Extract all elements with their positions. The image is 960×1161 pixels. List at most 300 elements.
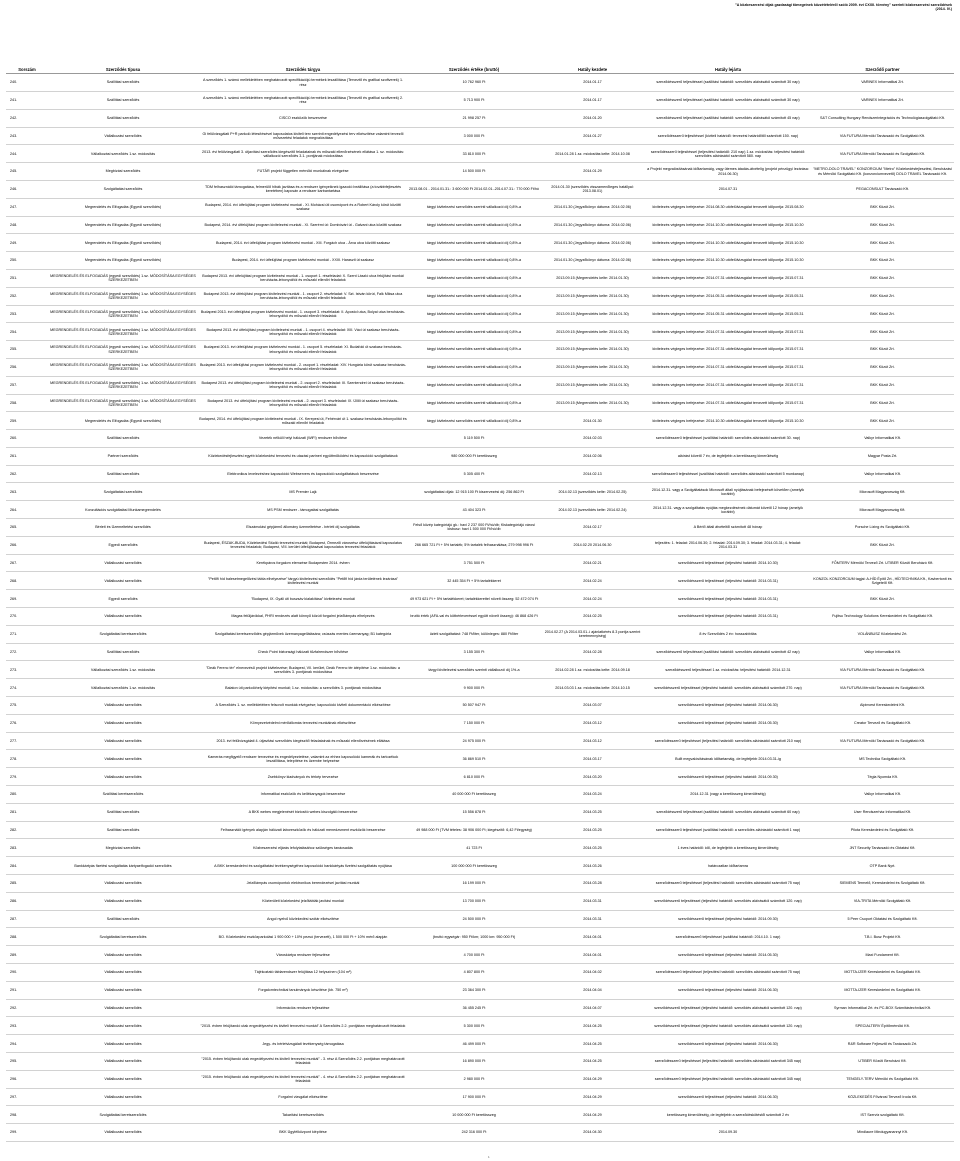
hataly-lejarta-cell: Bullt megvalósításának időtartamáig, de legfeljebb 2014.03.31-ig (645, 750, 811, 768)
sorszam-cell: 266. (6, 536, 48, 554)
table-row (6, 287, 954, 305)
hataly-lejarta-cell: teljesítés: 1. feladat: 2014.06.30; 2. feladat: 2014.09.30; 3. feladat: 2014.03.31; 4. feladat: 2014.03.31 (645, 536, 811, 554)
ertek-cell: 36 455 245 Ft (408, 999, 540, 1017)
hataly-lejarta-cell: szerződésszerű teljesítéssel (kiviteli határidő: tervezési határidőtől számított 150. nap) (645, 127, 811, 145)
hataly-lejarta-cell: keretösszeg kimerüléséig, de legfeljebb a szerződéskötéstől számított 2 év (645, 1106, 811, 1124)
hataly-kezdete-cell: 2014.01.17 (540, 74, 645, 92)
partner-cell: VIA FUTURA Mérnöki Tanácsadó és Szolgáltató Kft. (811, 661, 954, 679)
partner-cell: KÖZLEKEDÉS Fővárosi Tervező Iroda Kft. (811, 1088, 954, 1106)
targy-cell: Budapest, 2014. évi útfelújítási program kivitelezési munkái - XIII. Forgách utca - Árva utca közötti szakasz (198, 234, 408, 252)
partner-cell: BKK Közút Zrt. (811, 234, 954, 252)
hataly-kezdete-cell: 2014.02.24 (540, 572, 645, 590)
table-row (6, 109, 954, 127)
hataly-lejarta-cell: kivitelezés végleges befejezése: 2014.10.30 utófelülvizsgálat tervezett időpontja: 2015.10.30 (645, 412, 811, 430)
table-row (6, 875, 954, 893)
partner-cell: Valkyr Informatikai Kft. (811, 465, 954, 483)
partner-cell: TENGELY-TERV Mérnöki és Szolgáltató Kft. (811, 1070, 954, 1088)
sorszam-cell: 275. (6, 697, 48, 715)
sorszam-cell: 285. (6, 875, 48, 893)
tipus-cell: Bankkártyás fizetési szolgáltatás kártyaelfogadói szerződés (48, 857, 198, 875)
partner-cell: BKK Közút Zrt. (811, 287, 954, 305)
tipus-cell: Vállalkozási szerződés (48, 1052, 198, 1070)
ertek-cell: tárgyi kivitelezési szerződés szerinti vállalkozói díj 0,8%-a (408, 358, 540, 376)
sorszam-cell: 299. (6, 1124, 48, 1142)
hataly-kezdete-cell: 2014.02.28 1.sz. módosítás kelte: 2014.09.18 (540, 661, 645, 679)
ertek-cell: tárgyi kivitelezési szerződés szerinti vállalkozói díj 0,8%-a (408, 305, 540, 323)
sorszam-cell: 287. (6, 910, 48, 928)
hataly-kezdete-cell: 2013.09.15 (Megrendelés kelte: 2014.01.30) (540, 269, 645, 287)
ertek-cell: 242 316 000 Ft (408, 1124, 540, 1142)
tipus-cell: Vállalkozási szerződés (48, 1070, 198, 1088)
partner-cell: Creator Tervező és Szolgáltató Kft. (811, 714, 954, 732)
document-header (735, 3, 952, 12)
targy-cell: "2015. évben felújítandó utak engedélyezési és kiviteli tervezési munkái" A Szerződés 2.2. pontjában meghatározott feladatok (198, 1017, 408, 1035)
partner-cell: Tégla Nyomda Kft. (811, 768, 954, 786)
tipus-cell: MEGRENDELÉS ÉS ELFOGADÁS (egyedi szerződés) 1.sz. MÓDOSÍTÁSA EGYSÉGES SZERKEZETBEN (48, 376, 198, 394)
partner-cell: SIEMENS Termelő, Kereskedelmi és Szolgáltató Kft. (811, 875, 954, 893)
column-header-partner: Szerződő partner (811, 68, 954, 74)
ertek-cell: 2013.08.01 - 2014.01.31.: 3 600 000 Ft 2014.02.01.-2014.07.31.: 770 000 Ft/hó (408, 180, 540, 198)
tipus-cell: Szolgáltatási keretszerződés (48, 625, 198, 643)
ertek-cell: 24 975 000 Ft (408, 732, 540, 750)
tipus-cell: Vállalkozási szerződés 1.sz. módosítás (48, 661, 198, 679)
table-row (6, 234, 954, 252)
targy-cell: MS Premier Lajk (198, 483, 408, 501)
sorszam-cell: 281. (6, 803, 48, 821)
table-row (6, 910, 954, 928)
targy-cell: 2013. évi felülvizsgálati 3. útjavítási szerződés kiegészítő feladatainak és műszaki ellenőrzésének ellátása 1. sz. módosítás: vállalkozói szerződés 3.1. pontjának módosítása (198, 145, 408, 163)
ertek-cell: 16 199 000 Ft (408, 875, 540, 893)
table-row (6, 145, 954, 163)
column-header-hataly-kezdete: Hatály kezdete (540, 68, 645, 74)
sorszam-cell: 282. (6, 821, 48, 839)
partner-cell: S&T Consulting Hungary Rendszerintegrációs és Technológiaszolgáltató Kft. (811, 109, 954, 127)
hataly-kezdete-cell: 2014.03.17 (540, 750, 645, 768)
tipus-cell: Szolgáltatási keretszerződés (48, 928, 198, 946)
sorszam-cell: 255. (6, 341, 48, 359)
sorszam-cell: 280. (6, 786, 48, 804)
hataly-kezdete-cell: 2014.04.29 (540, 1106, 645, 1124)
targy-cell: Budapest 2013. évi útfelújítási program kivitelezési munkái - 2. csoport 3. részfeladat: IX. Üllői út szakasz beruházás-lebonyolítói és műszaki ellenőri feladatok (198, 394, 408, 412)
table-row (6, 768, 954, 786)
table-row (6, 394, 954, 412)
hataly-lejarta-cell: szerződésszerű teljesítéssel (szállítási határidő: 2014.10. 1 nap) (645, 928, 811, 946)
hataly-lejarta-cell: szerződésszerű teljesítéssel (szállítási határidő: szerződés aláírásától számított 30. nap) (645, 430, 811, 448)
tipus-cell: MEGRENDELÉS ÉS ELFOGADÁS (egyedi szerződés) 1.sz. MÓDOSÍTÁSA EGYSÉGES SZERKEZETBEN (48, 394, 198, 412)
table-row (6, 714, 954, 732)
hataly-lejarta-cell: szerződésszerű teljesítéssel (teljesítési határidő: 2014.06.30) (645, 981, 811, 999)
hataly-kezdete-cell: 2014.04.29 (540, 1070, 645, 1088)
hataly-kezdete-cell: 2013.09.15 (Megrendelés kelte: 2014.01.30) (540, 394, 645, 412)
targy-cell: Magas felüljárókkal, PHRI rendezés alatt könnyű közúti forgalmi jelzőlámpás elhelyezés (198, 608, 408, 626)
hataly-kezdete-cell: 2014.03.12 (540, 732, 645, 750)
targy-cell: Balaton úti parkolóhely kiépítési munkái; 1.sz. módosítás: a szerződés 3. pontjának módosítása (198, 679, 408, 697)
hataly-kezdete-cell: 2014.01.27 (540, 127, 645, 145)
partner-cell: VIA FUTURA Mérnöki Tanácsadó és Szolgáltató Kft. (811, 127, 954, 145)
table-row (6, 1035, 954, 1053)
hataly-lejarta-cell: 2014.12.31. vagy a szolgáltatás nyújtás megkezdésének dátumát követő 12 hónap (amelyik korábbi) (645, 501, 811, 519)
targy-cell: Forgalmi vizsgálat elkészítése (198, 1088, 408, 1106)
partner-cell: T.B.I. Busz Projekt Kft. (811, 928, 954, 946)
ertek-cell: tárgyi kivitelezési szerződés szerinti vállalkozói díj 1%-a (408, 661, 540, 679)
hataly-lejarta-cell: kivitelezés végleges befejezése: 2014.07.31 utófelülvizsgálat tervezett időpontja: 2015.07.31 (645, 358, 811, 376)
targy-cell: Zsebkönyv kiadványok és térkép tervezése (198, 768, 408, 786)
hataly-kezdete-cell: 2014.01.20 (540, 109, 645, 127)
tipus-cell: Megbízási szerződés (48, 839, 198, 857)
hataly-kezdete-cell: 2014.01.30 (Jegyzőkönyv dátuma: 2014.02.06) (540, 198, 645, 216)
sorszam-cell: 264. (6, 501, 48, 519)
hataly-lejarta-cell: szerződésszerű teljesítéssel (teljesítési határidő: szerződés aláírásától számított 120. nap) (645, 999, 811, 1017)
hataly-kezdete-cell: 2014.03.26 (540, 857, 645, 875)
table-row (6, 679, 954, 697)
tipus-cell: Vállalkozási szerződés 1.sz. módosítás (48, 145, 198, 163)
hataly-kezdete-cell: 2013.09.15 (Megrendelés kelte: 2014.01.30) (540, 305, 645, 323)
table-row (6, 732, 954, 750)
tipus-cell: Megrendelés és Elfogadás (Egyedi szerződés) (48, 252, 198, 270)
table-row (6, 964, 954, 982)
ertek-cell: 10 000 000 Ft keretösszeg (408, 1106, 540, 1124)
hataly-kezdete-cell: 2014.01.28 1.sz. módosítás kelte: 2014.10.08 (540, 145, 645, 163)
targy-cell: MS PSM rendszer - támogatási szolgáltatás (198, 501, 408, 519)
targy-cell: Forgalomtechnikai tanulmányok készítése (kb. 750 m²) (198, 981, 408, 999)
hataly-kezdete-cell: 2014.02.27 (A 2014.03.01.-i ajánlatkérés 8.3 pontja szerint keretmennyiség) (540, 625, 645, 643)
hataly-lejarta-cell: A Bérlő általi átvételtől számított 48 hónap (645, 519, 811, 537)
table-row (6, 839, 954, 857)
targy-cell: "Budapest, IX. Gyáli úti buszsáv kialakítása" kivitelezési munkái (198, 590, 408, 608)
tipus-cell: Vállalkozási szerződés (48, 1088, 198, 1106)
hataly-kezdete-cell: 2014.01.30 (Jegyzőkönyv dátuma: 2014.02.06) (540, 216, 645, 234)
table-row (6, 1088, 954, 1106)
hataly-lejarta-cell: szerződésszerű teljesítéssel (szállítási határidő: szerződés aláírásától számított 60 nap) (645, 803, 811, 821)
targy-cell: Budapest 2013. évi útfelújítási program kivitelezési munkái - 1. csoport 1. részfeladat: X. Szent László utca felújítási munkái beruházás-lebonyolítói és műszaki ellenőri feladatok (198, 269, 408, 287)
partner-cell: "METRO-DOLO TRAVEL" KONZORCIUM "Metro" Közlekedésfejlesztési, Beruházási és Mérnöki Szolgáltató Kft. (konzorciumvezető) DOLO TRAVEL Tanácsadó Kft. (811, 163, 954, 181)
table-row (6, 412, 954, 430)
tipus-cell: Szállítási szerződés (48, 803, 198, 821)
targy-cell: Szolgáltatási keretszerződés gépjárművek üzemanyagellátására; csúszás mentes üzemanyag; B1 kategória (198, 625, 408, 643)
targy-cell: A Szerződés 1. sz. mellékletében felsorolt munkák elvégzése; kapcsolódó kiviteli dokumentáció elkészítése (198, 697, 408, 715)
table-row (6, 341, 954, 359)
targy-cell: "2015. évben felújítandó utak engedélyezési és kiviteli tervezési munkái" - 4. rész A Szerződés 2.2. pontjában meghatározott feladatok (198, 1070, 408, 1088)
sorszam-cell: 254. (6, 323, 48, 341)
targy-cell: Környezetvédelmi mérőállomás tervezési munkáinak elkészítése (198, 714, 408, 732)
hataly-lejarta-cell: szerződésszerű teljesítéssel (teljesítési határidő: szerződés aláírásától számított 345 nap) (645, 1052, 811, 1070)
hataly-kezdete-cell: 2014.03.28 (540, 875, 645, 893)
table-row (6, 447, 954, 465)
hataly-kezdete-cell: 2014.04.25 (540, 1035, 645, 1053)
sorszam-cell: 271. (6, 625, 48, 643)
tipus-cell: MEGRENDELÉS ÉS ELFOGADÁS (egyedi szerződés) 1.sz. MÓDOSÍTÁSA EGYSÉGES SZERKEZETBEN (48, 323, 198, 341)
sorszam-cell: 295. (6, 1052, 48, 1070)
hataly-kezdete-cell: 2014.01.29 (540, 163, 645, 181)
sorszam-cell: 250. (6, 252, 48, 270)
hataly-lejarta-cell: szerződésszerű teljesítéssel (szállítási határidő: szerződés aláírásától számított 30 nap) (645, 74, 811, 92)
ertek-cell: 15 556 878 Ft (408, 803, 540, 821)
tipus-cell: Megbízási szerződés (48, 163, 198, 181)
table-row (6, 358, 954, 376)
targy-cell: Kamerás megfigyelő rendszer tervezése és engedélyeztetése, valamint az ehhez kapcsolódó kamerák és tartozékok leszállítása, telepítése és üzembe helyezése (198, 750, 408, 768)
table-row (6, 91, 954, 109)
hataly-lejarta-cell: a Projekt megvalósításának időtartamáig, vagy ütemes átadás-átvételig (projekt pénzügyi lezárása: 2014.06.30) (645, 163, 811, 181)
partner-cell: BKK Közút Zrt. (811, 536, 954, 554)
partner-cell: User Rendszerház Informatikai Kft. (811, 803, 954, 821)
hataly-kezdete-cell: 2014.04.01 (540, 946, 645, 964)
partner-cell: VARINEX Informatikai Zrt. (811, 91, 954, 109)
table-row (6, 697, 954, 715)
targy-cell: Budapest 2013. évi útfelújítási program kivitelezési munkái - 1. csoport 3. részfeladat: II. Apostol utca, Bolyai utca beruházás-lebonyolítói és műszaki ellenőri feladatok (198, 305, 408, 323)
sorszam-cell: 258. (6, 394, 48, 412)
hataly-lejarta-cell: szerződésszerű teljesítéssel (teljesítési határidő: 2014.05.30) (645, 714, 811, 732)
hataly-kezdete-cell: 2014.03.07 (540, 697, 645, 715)
tipus-cell: Szállítási szerződés (48, 430, 198, 448)
table-row (6, 1106, 954, 1124)
hataly-lejarta-cell: kivitelezés végleges befejezése: 2014.07.31 utófelülvizsgálat tervezett időpontja: 2015.07.31 (645, 341, 811, 359)
targy-cell: Angol nyelvű közlekedési szótár elkészítése (198, 910, 408, 928)
partner-cell: MOTTA-IZER Kereskedelmi és Szolgáltató Kft. (811, 981, 954, 999)
partner-cell: Pilota Kereskedelmi és Szolgáltató Kft. (811, 821, 954, 839)
targy-cell: Jelzőlámpás csomópontok elektronikus berendezései javítási munkái (198, 875, 408, 893)
partner-cell: BKK Közút Zrt. (811, 198, 954, 216)
hataly-kezdete-cell: 2014.02.21 (540, 554, 645, 572)
sorszam-cell: 265. (6, 519, 48, 537)
partner-cell: Magyar Posta Zrt. (811, 447, 954, 465)
hataly-lejarta-cell: szerződésszerű teljesítéssel (teljesítési határidő: szerződés aláírásától számított 120. nap) (645, 1017, 811, 1035)
ertek-cell: 32 445 354 Ft + 5% tartalékkeret (408, 572, 540, 590)
ertek-cell: 4 807 800 Ft (408, 964, 540, 982)
ertek-cell: 49 988 000 Ft (TVM tételes: 38 906 000 Ft; kiegészítő: 6,42 Ft/egység) (408, 821, 540, 839)
partner-cell: BKK Közút Zrt. (811, 341, 954, 359)
column-header-ertek: Szerződés értéke (bruttó) (408, 68, 540, 74)
ertek-cell: tárgyi kivitelezési szerződés szerinti vállalkozói díj 0,8%-a (408, 376, 540, 394)
table-row (6, 465, 954, 483)
partner-cell: Microsoft Magyarország Kft. (811, 501, 954, 519)
targy-cell: Check Point biztonsági hálózati tűzfalrendszer bővítése (198, 643, 408, 661)
partner-cell: 5 Peer Csoport Oktatási és Szolgáltató Kft. (811, 910, 954, 928)
ertek-cell: 3 000 000 Ft (408, 127, 540, 145)
tipus-cell: Vállalkozási szerződés (48, 714, 198, 732)
targy-cell: Vezeték nélküli helyi hálózati (WiFi) rendszer bővítése (198, 430, 408, 448)
targy-cell: TDM felhasználói támogatása, felmerülő hibák javítása és a rendszer igényeiknek igazodó beállítása (a továbbfejlesztés keretében) kapcsán a rendszer karbantartása (198, 180, 408, 198)
hataly-lejarta-cell: szerződésszerű teljesítéssel (teljesítési határidő: 2014.09.30) (645, 910, 811, 928)
tipus-cell: MEGRENDELÉS ÉS ELFOGADÁS (egyedi szerződés) 1.sz. MÓDOSÍTÁSA EGYSÉGES SZERKEZETBEN (48, 305, 198, 323)
ertek-cell: 50 507 947 Ft (408, 697, 540, 715)
targy-cell: Gi felülvizsgálati P+R parkoló létesítésével kapcsolatos kiviteli terv szerinti engedélyezési terv elkészítése valamint tervezői művezetési feladatok megvalósítása (198, 127, 408, 145)
hataly-lejarta-cell: szerződésszerű teljesítéssel (szállítási határidő: szerződés aláírásától számított 5 munkanap) (645, 465, 811, 483)
sorszam-cell: 247. (6, 198, 48, 216)
ertek-cell: Felső közép kategóriájú gk.: havi 2 237 000 Ft/hó/db; Kiskategóriájú városi kisbusz: havi 1 500 000 Ft/hó/db (408, 519, 540, 537)
column-header-tipus: Szerződés típusa (48, 68, 198, 74)
hataly-kezdete-cell: 2014.02.06 (540, 447, 645, 465)
table-row (6, 608, 954, 626)
hataly-lejarta-cell: 8 év Szerződés 2 év: hosszabbítás (645, 625, 811, 643)
targy-cell: "Deák Ferenc tér" elnevezésű projekt kivitelezése; Budapest, VII. kerület, Deák Ferenc tér átépítése 1.sz. módosítás: a szerződés 3. pontjának módosítása (198, 661, 408, 679)
partner-cell: Mindlaure Mindugyanannyi Kft. (811, 1124, 954, 1142)
targy-cell: Budapest 2013. évi útfelújítási program kivitelezési munkái - 1. csoport 4. részfeladat: XIII. Váci út szakasz beruházás-lebonyolítói és műszaki ellenőri feladatok (198, 323, 408, 341)
table-row (6, 501, 954, 519)
tipus-cell: Vállalkozási szerződés (48, 1124, 198, 1142)
hataly-kezdete-cell: 2014.03.31 (540, 892, 645, 910)
tipus-cell: Vállalkozási szerződés (48, 981, 198, 999)
ertek-cell: 41 723 Ft (408, 839, 540, 857)
sorszam-cell: 251. (6, 269, 48, 287)
targy-cell: A BKK kereskedelmi és szolgáltatási tevékenységéhez kapcsolódó bankkártyás fizetési szolgáltatás nyújtása (198, 857, 408, 875)
hataly-kezdete-cell: 2013.09.15 (Megrendelés kelte: 2014.01.30) (540, 287, 645, 305)
table-row (6, 323, 954, 341)
tipus-cell: Megrendelés és Elfogadás (Egyedi szerződés) (48, 216, 198, 234)
sorszam-cell: 242. (6, 109, 48, 127)
partner-cell: BKK Közút Zrt. (811, 216, 954, 234)
targy-cell: Tájékoztató táblarendszer felújítása 12 helyszínen (104 m²) (198, 964, 408, 982)
sorszam-cell: 289. (6, 946, 48, 964)
column-header-targy: Szerződés tárgya (198, 68, 408, 74)
table-row (6, 892, 954, 910)
ertek-cell: tárgyi kivitelezési szerződés szerinti vállalkozói díj 0,8%-a (408, 216, 540, 234)
hataly-lejarta-cell: szerződésszerű teljesítéssel (teljesítési határidő: 2014.06.30) (645, 1035, 811, 1053)
table-row (6, 572, 954, 590)
ertek-cell: tárgyi kivitelezési szerződés szerinti vállalkozói díj 0,8%-a (408, 287, 540, 305)
hataly-kezdete-cell: 2013.09.15 (Megrendelés kelte: 2014.01.30) (540, 358, 645, 376)
contracts-table (6, 68, 954, 1142)
hataly-lejarta-cell: kivitelezés végleges befejezése: 2014.07.31 utófelülvizsgálat tervezett időpontja: 2015.07.31 (645, 394, 811, 412)
targy-cell: Kerékpáros forgalom elemzése Budapesten 2014. évben (198, 554, 408, 572)
hataly-kezdete-cell: 2014.04.02 (540, 964, 645, 982)
tipus-cell: Partneri szerződés (48, 447, 198, 465)
hataly-lejarta-cell: kivitelezés végleges befejezése: 2014.10.30 utófelülvizsgálat tervezett időpontja: 2015.10.30 (645, 252, 811, 270)
partner-cell: MOTTA-IZER Kereskedelmi és Szolgáltató Kft. (811, 964, 954, 982)
sorszam-cell: 241. (6, 91, 48, 109)
targy-cell: CISCO eszközök beszerzése (198, 109, 408, 127)
partner-cell: UTIBER Közúti Beruházó Kft. (811, 1052, 954, 1070)
hataly-kezdete-cell: 2014.04.07 (540, 999, 645, 1017)
table-row (6, 857, 954, 875)
partner-cell: VARINEX Informatikai Zrt. (811, 74, 954, 92)
table-row (6, 536, 954, 554)
ertek-cell: 13 700 000 Ft (408, 892, 540, 910)
sorszam-cell: 244. (6, 145, 48, 163)
sorszam-cell: 274. (6, 679, 48, 697)
ertek-cell: 46 499 000 Ft (408, 1035, 540, 1053)
sorszam-cell: 284. (6, 857, 48, 875)
hataly-kezdete-cell: 2014.02.17 (540, 519, 645, 537)
targy-cell: Budapest 2013. évi útfelújítási program kivitelezési munkái - 2. csoport 2. részfeladat: III. Szentendrei út szakasz beruházás-lebonyolítói és műszaki ellenőri feladatok (198, 376, 408, 394)
hataly-kezdete-cell: 2014.02.03 (540, 430, 645, 448)
partner-cell: R&R Software Fejlesztő és Tanácsadó Zrt. (811, 1035, 954, 1053)
partner-cell: Valkyr Informatikai Kft. (811, 430, 954, 448)
partner-cell: Syrman Informatikai Zrt. és PC-BOX Számítástechnikai Kft. (811, 999, 954, 1017)
tipus-cell: Vállalkozási szerződés (48, 892, 198, 910)
hataly-kezdete-cell: 2014.03.25 (540, 803, 645, 821)
targy-cell: Városkártya rendszer fejlesztése (198, 946, 408, 964)
sorszam-cell: 257. (6, 376, 48, 394)
sorszam-cell: 288. (6, 928, 48, 946)
hataly-kezdete-cell: 2014.03.25 (540, 839, 645, 857)
ertek-cell: szolgáltatási díjak: 12 915 100 Ft kiszervezési díj: 256 862 Ft (408, 483, 540, 501)
tipus-cell: Vállalkozási szerződés (48, 732, 198, 750)
tipus-cell: Megrendelés és Elfogadás (Egyedi szerződés) (48, 198, 198, 216)
sorszam-cell: 243. (6, 127, 48, 145)
targy-cell: Budapest, 2014. évi útfelújítási program kivitelezési munkái - IX. Kerepesi út, Fehérvári út 1. szakasz beruházás-lebonyolítói és műszaki ellenőri feladatok (198, 412, 408, 430)
sorszam-cell: 259. (6, 412, 48, 430)
tipus-cell: Vállalkozási szerződés (48, 127, 198, 145)
ertek-cell: tárgyi kivitelezési szerződés szerinti vállalkozói díj 0,8%-a (408, 323, 540, 341)
sorszam-cell: 249. (6, 234, 48, 252)
table-row (6, 554, 954, 572)
partner-cell: BKK Közút Zrt. (811, 412, 954, 430)
targy-cell: Közterületi közlekedési jelzőtáblák javítási munkái (198, 892, 408, 910)
hataly-lejarta-cell: szerződésszerű teljesítéssel (szállítási határidő: a szerződés aláírásától számított 1 nap) (645, 821, 811, 839)
ertek-cell: tárgyi kivitelezési szerződés szerinti vállalkozói díj 0,8%-a (408, 341, 540, 359)
targy-cell: Közlekedésfejlesztési egyéb közlekedési tervezési és utazási partneri együttműködési és kapcsolódó szolgáltatások (198, 447, 408, 465)
tipus-cell: Szállítási szerződés (48, 821, 198, 839)
hataly-lejarta-cell: határozatlan időtartamra (645, 857, 811, 875)
partner-cell: IST Szerviz szolgáltató Kft. (811, 1106, 954, 1124)
ertek-cell: tárgyi kivitelezési szerződés szerinti vállalkozói díj 0,8%-a (408, 234, 540, 252)
hataly-kezdete-cell: 2013.09.15 (Megrendelés kelte: 2014.01.30) (540, 376, 645, 394)
hataly-lejarta-cell: kivitelezés végleges befejezése: 2014.07.31 utófelülvizsgálat tervezett időpontja: 2015.07.31 (645, 269, 811, 287)
hataly-lejarta-cell: 2014.12.31. vagy a Szolgáltatások Microsoft általi nyújtásának befejezését követően (amelyik korábbi) (645, 483, 811, 501)
tipus-cell: Vállalkozási szerződés (48, 1035, 198, 1053)
hataly-lejarta-cell: szerződésszerű teljesítéssel (teljesítési határidő: szerződés aláírásától számított 345 nap) (645, 1070, 811, 1088)
hataly-kezdete-cell: 2014.03.31 (540, 910, 645, 928)
hataly-lejarta-cell: szerződésszerű teljesítéssel (teljesítési határidő: szerződés aláírásától számított 120. nap) (645, 892, 811, 910)
tipus-cell: Vállalkozási szerződés (48, 875, 198, 893)
table-row (6, 127, 954, 145)
tipus-cell: Szolgáltatási szerződés (48, 483, 198, 501)
tipus-cell: Vállalkozási szerződés (48, 697, 198, 715)
ertek-cell: 2 980 000 Ft (408, 1070, 540, 1088)
tipus-cell: Szállítási szerződés (48, 74, 198, 92)
hataly-lejarta-cell: szerződésszerű teljesítéssel (teljesítési határidő: 2014.05.30) (645, 946, 811, 964)
hataly-lejarta-cell: kivitelezés végleges befejezése: 2014.07.31 utófelülvizsgálat tervezett időpontja: 2015.07.31 (645, 376, 811, 394)
ertek-cell: 16 890 000 Ft (408, 1052, 540, 1070)
partner-cell: VIA-TRITA Mérnöki Szolgáltató Kft. (811, 892, 954, 910)
table-row (6, 1124, 954, 1142)
tipus-cell: Vállalkozási szerződés (48, 999, 198, 1017)
sorszam-cell: 268. (6, 572, 48, 590)
header-subtitle: (2014. IV.) (935, 7, 952, 12)
sorszam-cell: 240. (6, 74, 48, 92)
table-row (6, 180, 954, 198)
sorszam-cell: 292. (6, 999, 48, 1017)
hataly-lejarta-cell: szerződésszerű teljesítéssel (teljesítési határidő: szerződés aláírásától számított 210 nap) (645, 732, 811, 750)
tipus-cell: Vállalkozási szerződés (48, 946, 198, 964)
table-row (6, 163, 954, 181)
sorszam-cell: 246. (6, 180, 48, 198)
ertek-cell: 40 000 000 Ft keretösszeg (408, 786, 540, 804)
table-row (6, 519, 954, 537)
ertek-cell: 36 869 510 Ft (408, 750, 540, 768)
targy-cell: Budapest, 2014. évi útfelújítási program kivitelezési munkái - XXIII. Haraszti út szakasz (198, 252, 408, 270)
ertek-cell: 49 973 621 Ft + 5% tartalékkeret; tartalékkerettel növelt összeg: 52 472 074 Ft (408, 590, 540, 608)
sorszam-cell: 293. (6, 1017, 48, 1035)
tipus-cell: Szállítási szerződés (48, 109, 198, 127)
hataly-lejarta-cell: szerződésszerű teljesítéssel (teljesítési határidő: 210 nap) 1.sz. módosítás: teljesítési határidő: szerződés aláírásától számított 580. nap (645, 145, 811, 163)
ertek-cell: 24 500 000 Ft (408, 910, 540, 928)
tipus-cell: Konzultációs szolgáltatási Munkamegrendelés (48, 501, 198, 519)
targy-cell: Budapest, ÉSZAK-BUDA, Közlekedési Stúdió tervezési munkái; Budapest, Örmezői városrész útfelújításával kapcsolatos tervezési feladatok; Budapest, VIII. kerület útfelújításával kapcsolatos tervezési feladatok (198, 536, 408, 554)
table-row (6, 981, 954, 999)
ertek-cell: 6 810 000 Ft (408, 768, 540, 786)
tipus-cell: MEGRENDELÉS ÉS ELFOGADÁS (egyedi szerződés) 1.sz. MÓDOSÍTÁSA EGYSÉGES SZERKEZETBEN (48, 341, 198, 359)
hataly-kezdete-cell: 2014.02.13 (szerződés kelte: 2014.02.25) (540, 483, 645, 501)
tipus-cell: Szállítási szerződés (48, 643, 198, 661)
partner-cell: VIA FUTURA Mérnöki Tanácsadó és Szolgáltató Kft. (811, 679, 954, 697)
partner-cell: BKK Közút Zrt. (811, 252, 954, 270)
targy-cell: A BKK webes megjelenését biztosító webes kiszolgáló beszerzése (198, 803, 408, 821)
tipus-cell: Egyedi szerződés (48, 536, 198, 554)
ertek-cell: 43 404 323 Ft (408, 501, 540, 519)
hataly-lejarta-cell: kivitelezés végleges befejezése: 2014.07.31 utófelülvizsgálat tervezett időpontja: 2015.07.31 (645, 323, 811, 341)
sorszam-cell: 298. (6, 1106, 48, 1124)
